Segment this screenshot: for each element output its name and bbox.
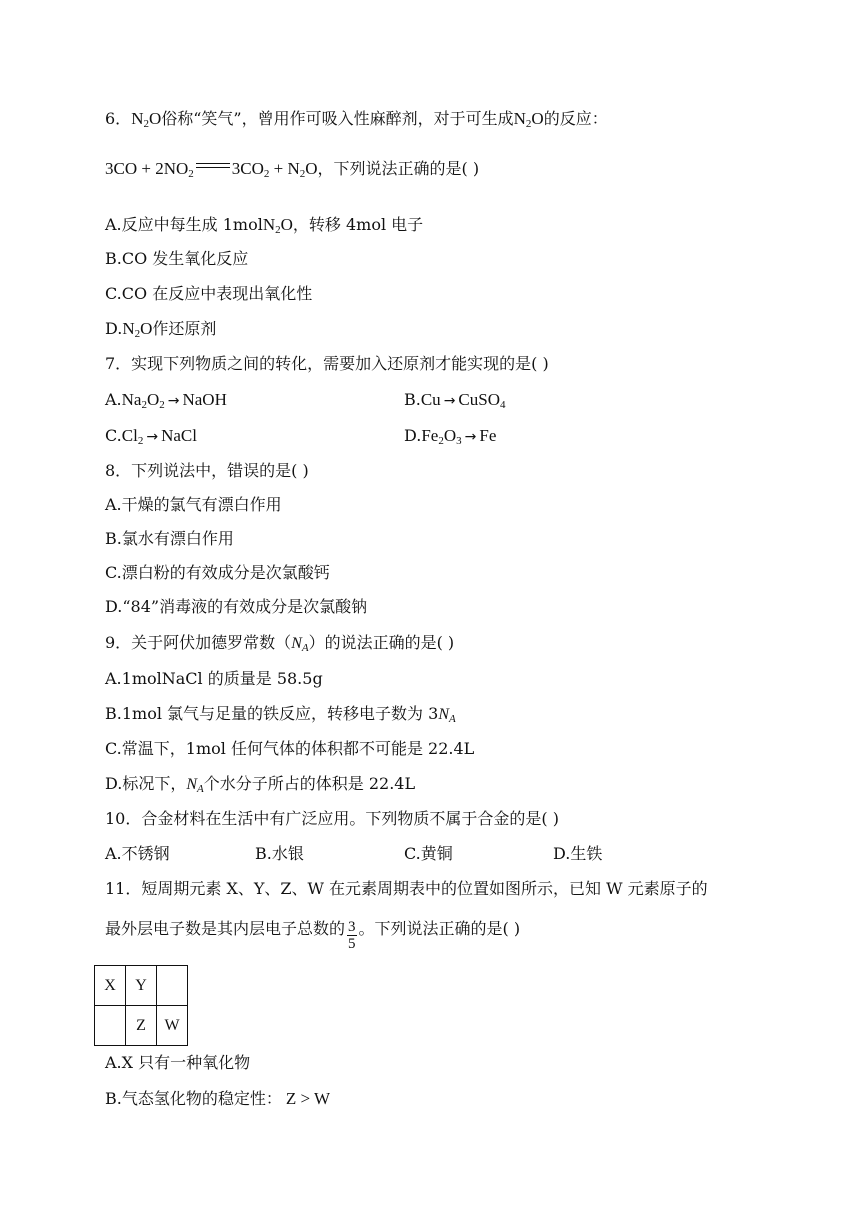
table-cell: Y [126, 966, 157, 1006]
table-cell: X [95, 966, 126, 1006]
table-cell [95, 1006, 126, 1046]
q10-stem: 10．合金材料在生活中有广泛应用。下列物质不属于合金的是( ) [105, 809, 559, 828]
q7-option-a: $A.Na_2O_2$ → NaOH [105, 390, 227, 411]
table-cell: W [157, 1006, 188, 1046]
q11-stem-line-2: 最外层电子数是其内层电子总数的 $\frac{3}{5}$ 。下列说法正确的是( ) [105, 919, 521, 952]
q6-text-1: 俗称“笑气”，曾用作可吸入性麻醉剂，对于可生成 [161, 109, 514, 128]
q9-option-c: C.常温下，1mol 任何气体的体积都不可能是 22.4L [105, 739, 475, 758]
q8-option-d: D.“84”消毒液的有效成分是次氯酸钠 [105, 597, 368, 616]
avogadro-symbol: $N_A$ [291, 635, 309, 654]
q7-option-b: B.Cu → CuSO$_4$ [404, 390, 506, 411]
q8-stem: 8．下列说法中，错误的是( ) [105, 461, 309, 480]
q6-text-3: ，下列说法正确的是( ) [317, 159, 480, 178]
arrow-right-icon: → [167, 393, 180, 409]
q11-option-a: A.X 只有一种氧化物 [105, 1053, 251, 1072]
q9-option-b: B.1mol 氯气与足量的铁反应，转移电子数为 $3N_A$ [105, 704, 456, 725]
q6-option-c: C.CO 在反应中表现出氧化性 [105, 284, 313, 303]
q11-stem-line-1: 11．短周期元素 X、Y、Z、W 在元素周期表中的位置如图所示，已知 W 元素原子的 [105, 879, 708, 898]
q7-option-d: $D.Fe_2O_3 \to Fe$ [404, 426, 497, 447]
periodic-table-fragment [94, 965, 188, 1046]
q10-option-b: B.水银 [255, 844, 304, 863]
q10-option-c: C.黄铜 [404, 844, 453, 863]
q11-option-b: B.气态氢化物的稳定性： Z > W [105, 1089, 331, 1108]
reaction-equation: $3CO + 2NO_2$ $3CO_2 + N_2O$ [105, 159, 318, 180]
q7-stem: 7．实现下列物质之间的转化，需要加入还原剂才能实现的是( ) [105, 354, 549, 373]
arrow-right-icon: → [146, 429, 159, 445]
q10-option-a: A.不锈钢 [105, 844, 170, 863]
q8-option-c: C.漂白粉的有效成分是次氯酸钙 [105, 563, 330, 582]
q9-option-a: A.1molNaCl 的质量是 58.5g [105, 669, 323, 688]
q7-option-c: $C.Cl_2$ → NaCl [105, 426, 197, 447]
q6-number: 6． [105, 109, 132, 128]
formula-n2o: $N_2O$ [513, 109, 544, 130]
q6-option-b: B.CO 发生氧化反应 [105, 249, 249, 268]
q10-option-d: D.生铁 [553, 844, 603, 863]
formula-n2o: $N_2O$ [131, 109, 162, 130]
q9-option-d: D.标况下，$N_A$个水分子所占的体积是 22.4L [105, 774, 416, 795]
q6-equation-line [105, 158, 479, 180]
q6-option-d: $D.N_2O$作还原剂 [105, 319, 217, 340]
q6-option-a: A.反应中每生成 1molN$_2$O，转移 4mol 电子 [105, 215, 424, 236]
table-cell: Z [126, 1006, 157, 1046]
table-cell [157, 966, 188, 1006]
equals-sign-icon [196, 161, 230, 171]
q9-stem: 9．关于阿伏加德罗常数$(N_A)$的说法正确的是( ) [105, 633, 455, 654]
arrow-right-icon: → [443, 393, 456, 409]
table-row [95, 966, 188, 1006]
q8-option-b: B.氯水有漂白作用 [105, 529, 234, 548]
q8-option-a: A.干燥的氯气有漂白作用 [105, 495, 282, 514]
arrow-right-icon: → [464, 429, 477, 445]
table-row [95, 1006, 188, 1046]
q6-text-2: 的反应： [543, 109, 608, 128]
fraction-three-fifths: $\frac{3}{5}$ [348, 919, 356, 952]
q6-stem [105, 108, 608, 130]
